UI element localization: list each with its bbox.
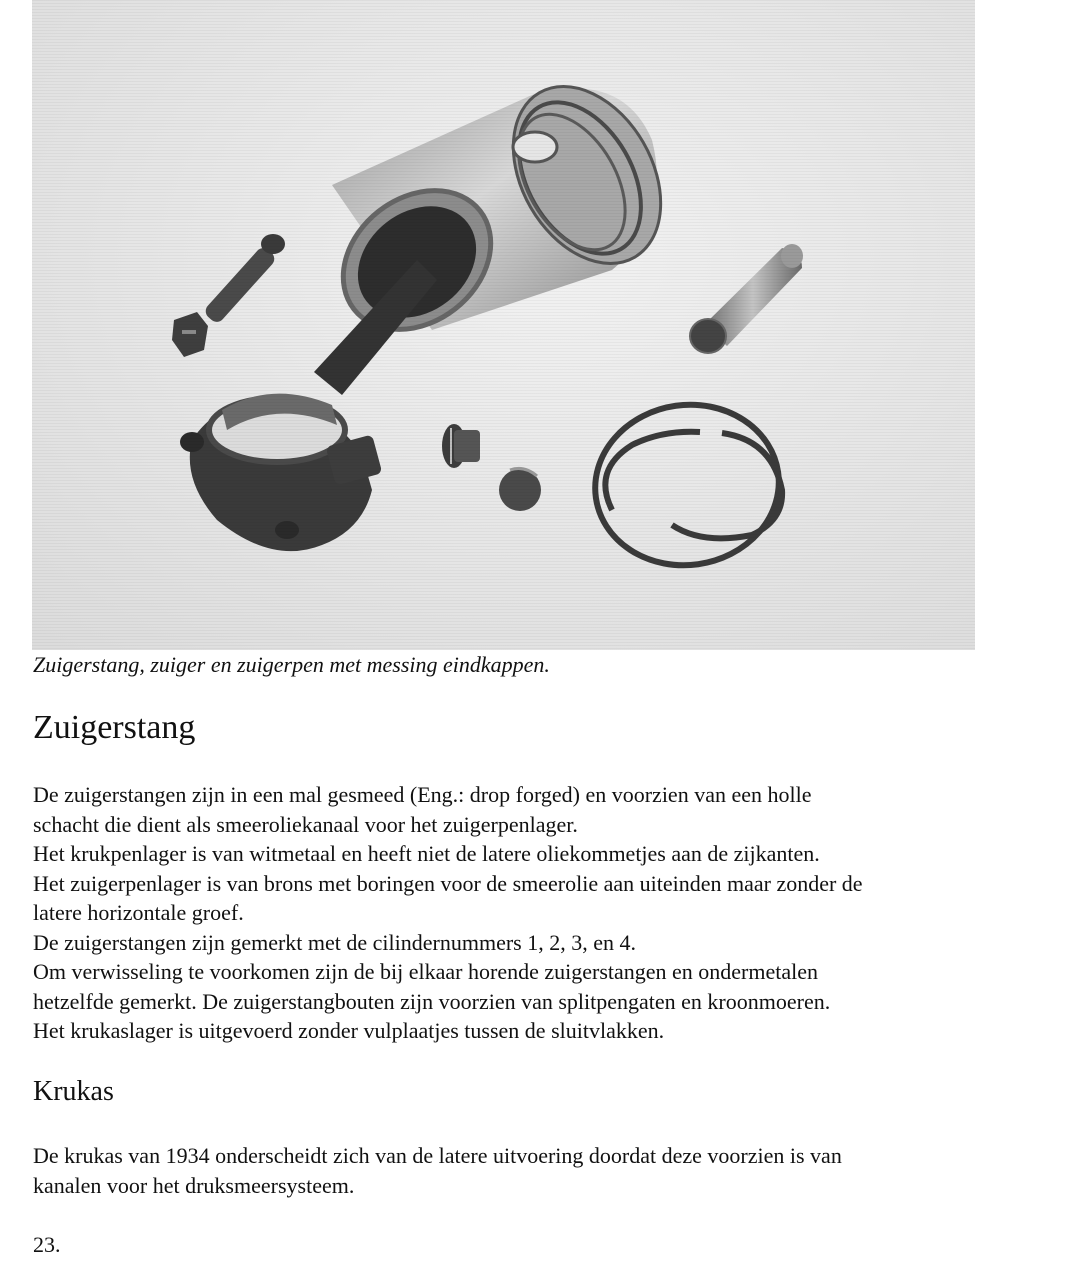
figure-photo [32, 0, 975, 650]
section-heading-krukas: Krukas [33, 1076, 114, 1107]
paragraph-line: kanalen voor het druksmeersysteem. [33, 1173, 355, 1198]
section-heading-zuigerstang: Zuigerstang [33, 709, 196, 746]
paragraph-line: hetzelfde gemerkt. De zuigerstangbouten zijn voorzien van splitpengaten en kroonmoeren. [33, 988, 831, 1014]
paragraph-line: Het krukaslager is uitgevoerd zonder vulplaatjes tussen de sluitvlakken. [33, 1018, 665, 1043]
paragraph-line: Om verwisseling te voorkomen zijn de bij elkaar horende zuigerstangen en ondermetalen [33, 959, 819, 984]
paragraph-line: schacht die dient als smeeroliekanaal voor het zuigerpenlager. [33, 811, 578, 837]
section-body-zuigerstang [33, 780, 1043, 1046]
page-number: 23. [33, 1232, 61, 1257]
paragraph-line: De zuigerstangen zijn gemerkt met de cilindernummers 1, 2, 3, en 4. [33, 929, 636, 955]
piston-assembly-photo [32, 0, 975, 650]
paragraph-line: Het krukpenlager is van witmetaal en heeft niet de latere oliekommetjes aan de zijkanten. [33, 841, 820, 866]
paragraph-line: Het zuigerpenlager is van brons met boringen voor de smeerolie aan uiteinden maar zonder de [33, 870, 863, 896]
section-body-krukas [33, 1141, 842, 1201]
paragraph-line: De zuigerstangen zijn in een mal gesmeed (Eng.: drop forged) en voorzien van een holle [33, 782, 812, 807]
paragraph-line: latere horizontale groef. [33, 900, 244, 925]
paragraph-line: De krukas van 1934 onderscheidt zich van de latere uitvoering doordat deze voorzien is van [33, 1143, 842, 1168]
figure-caption: Zuigerstang, zuiger en zuigerpen met messing eindkappen. [33, 652, 550, 677]
